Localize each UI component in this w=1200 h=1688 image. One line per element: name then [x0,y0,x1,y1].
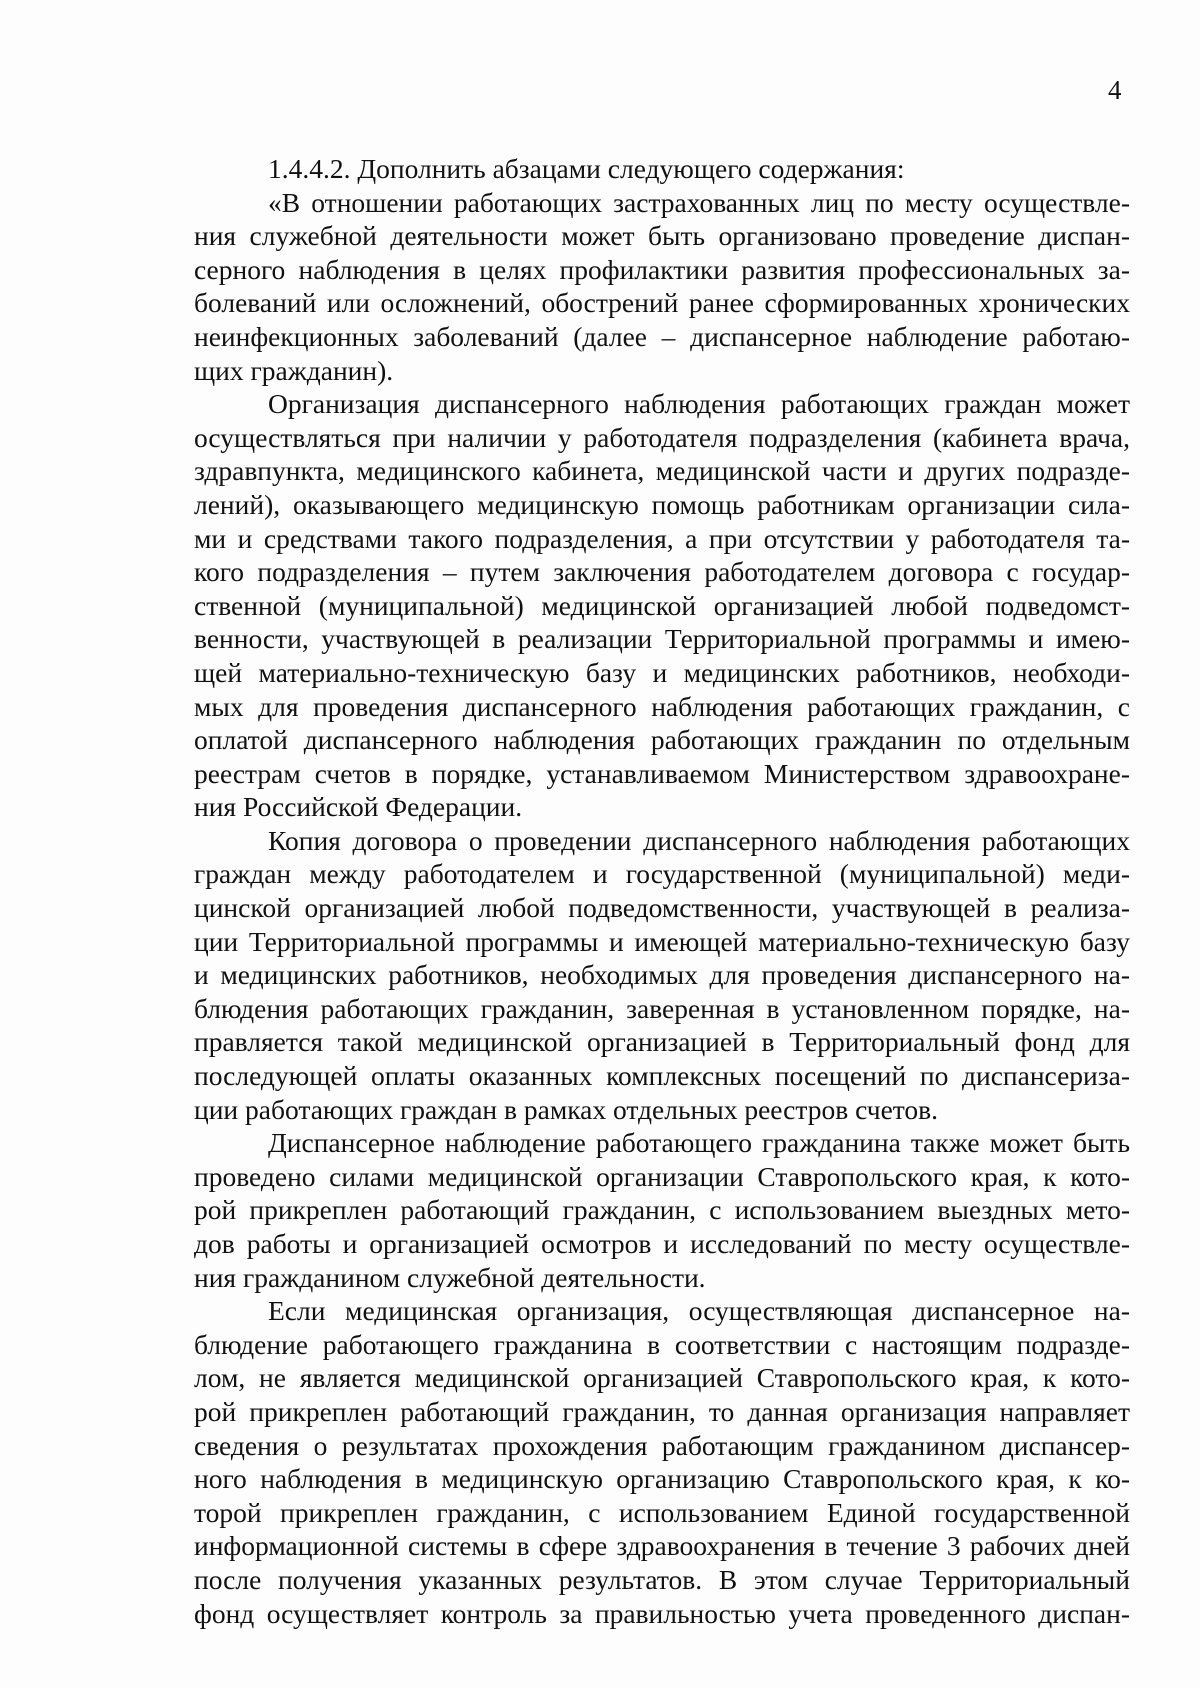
text-line: после получения указанных результатов. В этом случае Территориальный [194,1563,1130,1595]
text-line: неинфекционных заболеваний (далее – диспансерное наблюдение работаю- [194,320,1130,352]
text-line: лений), оказывающего медицинскую помощь работникам организации сила- [194,488,1130,520]
text-line: блюдения работающих гражданин, заверенная в установленном порядке, на- [194,992,1130,1024]
text-line: фонд осуществляет контроль за правильностью учета проведенного диспан- [194,1597,1130,1629]
text-line: 1.4.4.2. Дополнить абзацами следующего содержания: [268,153,905,184]
text-line: реестрам счетов в порядке, устанавливаемом Министерством здравоохране- [194,757,1130,789]
text-line: ного наблюдения в медицинскую организацию Ставропольского края, к ко- [194,1463,1130,1495]
text-line: ции работающих граждан в рамках отдельных реестров счетов. [194,1093,939,1125]
text-line: здравпункта, медицинского кабинета, медицинской части и других подразде- [194,455,1130,487]
text-line: информационной системы в сфере здравоохранения в течение 3 рабочих дней [194,1530,1130,1562]
text-line: серного наблюдения в целях профилактики развития профессиональных за- [194,253,1130,285]
text-line: сведения о результатах прохождения работающим гражданином диспансер- [194,1429,1130,1461]
text-line: венности, участвующей в реализации Территориальной программы и имею- [194,623,1130,655]
text-line: Копия договора о проведении диспансерного наблюдения работающих [268,824,1130,856]
text-line: болеваний или осложнений, обострений ранее сформированных хронических [194,287,1130,319]
text-line: правляется такой медицинской организацией в Территориальный фонд для [194,1026,1130,1058]
text-line: и медицинских работников, необходимых для проведения диспансерного на- [194,959,1130,991]
text-line: Диспансерное наблюдение работающего гражданина также может быть [268,1127,1130,1159]
text-line: лом, не является медицинской организацией Ставропольского края, к кото- [194,1362,1130,1394]
text-line: осуществляться при наличии у работодателя подразделения (кабинета врача, [194,421,1130,453]
text-line: кого подразделения – путем заключения работодателем договора с государ- [194,556,1130,588]
page-number: 4 [1108,75,1122,105]
text-line: торой прикреплен гражданин, с использованием Единой государственной [194,1496,1130,1528]
text-line: щих гражданин). [194,354,394,386]
text-line: ственной (муниципальной) медицинской организацией любой подведомст- [194,589,1130,621]
text-line: Если медицинская организация, осуществляющая диспансерное на- [268,1295,1130,1327]
text-line: рой прикреплен работающий гражданин, то данная организация направляет [194,1395,1130,1427]
text-line: блюдение работающего гражданина в соответствии с настоящим подразде- [194,1328,1130,1360]
text-line: проведено силами медицинской организации Ставропольского края, к кото- [194,1160,1130,1192]
text-line: рой прикреплен работающий гражданин, с использованием выездных мето- [194,1194,1130,1226]
text-line: «В отношении работающих застрахованных лиц по месту осуществле- [268,186,1130,218]
text-line: Организация диспансерного наблюдения работающих граждан может [268,388,1130,420]
text-line: ми и средствами такого подразделения, а при отсутствии у работодателя та- [194,522,1130,554]
text-line: дов работы и организацией осмотров и исследований по месту осуществле- [194,1228,1130,1259]
text-line: ния служебной деятельности может быть организовано проведение диспан- [194,220,1130,252]
text-line: цинской организацией любой подведомственности, участвующей в реализа- [194,892,1130,924]
document-body [194,152,1130,1630]
text-line: щей материально-техническую базу и медицинских работников, необходи- [194,656,1130,688]
text-line: ния Российской Федерации. [194,791,523,823]
text-line: оплатой диспансерного наблюдения работающих гражданин по отдельным [194,724,1130,756]
text-line: ния гражданином служебной деятельности. [194,1261,706,1293]
text-line: граждан между работодателем и государственной (муниципальной) меди- [194,858,1130,890]
text-line: мых для проведения диспансерного наблюдения работающих гражданин, с [194,690,1130,722]
text-line: последующей оплаты оказанных комплексных посещений по диспансериза- [194,1060,1130,1092]
text-line: ции Территориальной программы и имеющей материально-техническую базу [194,925,1130,957]
